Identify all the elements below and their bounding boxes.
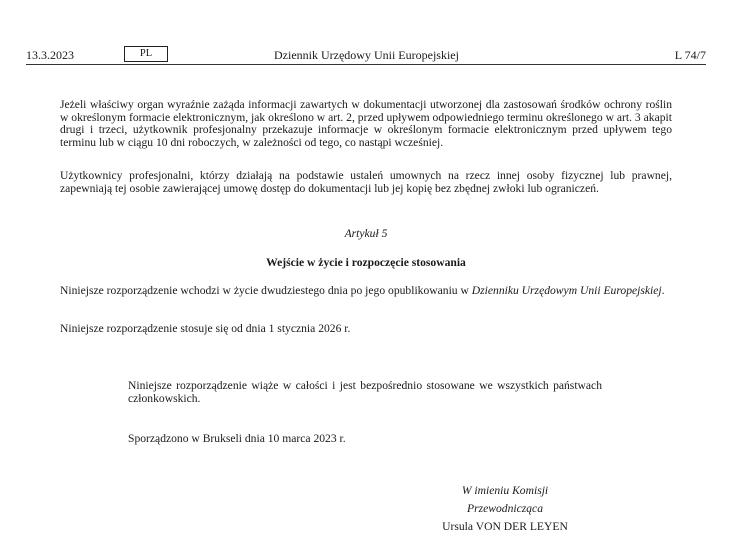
signature-role: Przewodnicząca: [467, 502, 543, 515]
paragraph-3: [60, 285, 672, 298]
signature-on-behalf: W imieniu Komisji: [461, 484, 549, 497]
place-and-date: Sporządzono w Brukseli dnia 10 marca 2023 r.: [128, 432, 346, 445]
article-title: Wejście w życie i rozpoczęcie stosowania: [266, 256, 466, 269]
journal-reference: Dzienniku Urzędowym Unii Europejskiej: [471, 284, 662, 297]
paragraph-3-end: .: [661, 284, 665, 297]
page-header: [26, 46, 706, 64]
language-badge: PL: [124, 46, 168, 62]
journal-title: Dziennik Urzędowy Unii Europejskiej: [274, 48, 459, 62]
publication-date: 13.3.2023: [26, 48, 74, 62]
paragraph-1: Jeżeli właściwy organ wyraźnie zażąda informacji zawartych w dokumentacji utworzonej dla zastosowań środków ochrony roślin w określonym formacie elektronicznym, jak określono w art. 2, przed upływem odpowiedniego terminu określonego w art. 3 akapit drugi i trzeci, użytkownik profesjonalny przekazuje informacje w określonym formacie elektronicznym przed upływem tego terminu lub w ciągu 10 dni roboczych, w zależności od tego, co nastąpi wcześniej.: [60, 98, 672, 149]
article-number: Artykuł 5: [344, 227, 388, 240]
paragraph-3-text: Niniejsze rozporządzenie wchodzi w życie dwudziestego dnia po jego opublikowaniu w: [60, 284, 472, 297]
binding-clause: Niniejsze rozporządzenie wiąże w całości i jest bezpośrednio stosowane we wszystkich państwach członkowskich.: [128, 379, 602, 405]
header-divider: [26, 64, 706, 65]
paragraph-2: Użytkownicy profesjonalni, którzy działają na podstawie ustaleń umownych na rzecz innej osoby fizycznej lub prawnej, zapewniają tej osobie zawierającej umowę dostęp do dokumentacji lub jej kopię bez zbędnej zwłoki lub ograniczeń.: [60, 169, 672, 195]
paragraph-4: Niniejsze rozporządzenie stosuje się od dnia 1 stycznia 2026 r.: [60, 322, 351, 335]
signature-name: Ursula VON DER LEYEN: [442, 520, 568, 533]
page-reference: L 74/7: [674, 48, 706, 62]
